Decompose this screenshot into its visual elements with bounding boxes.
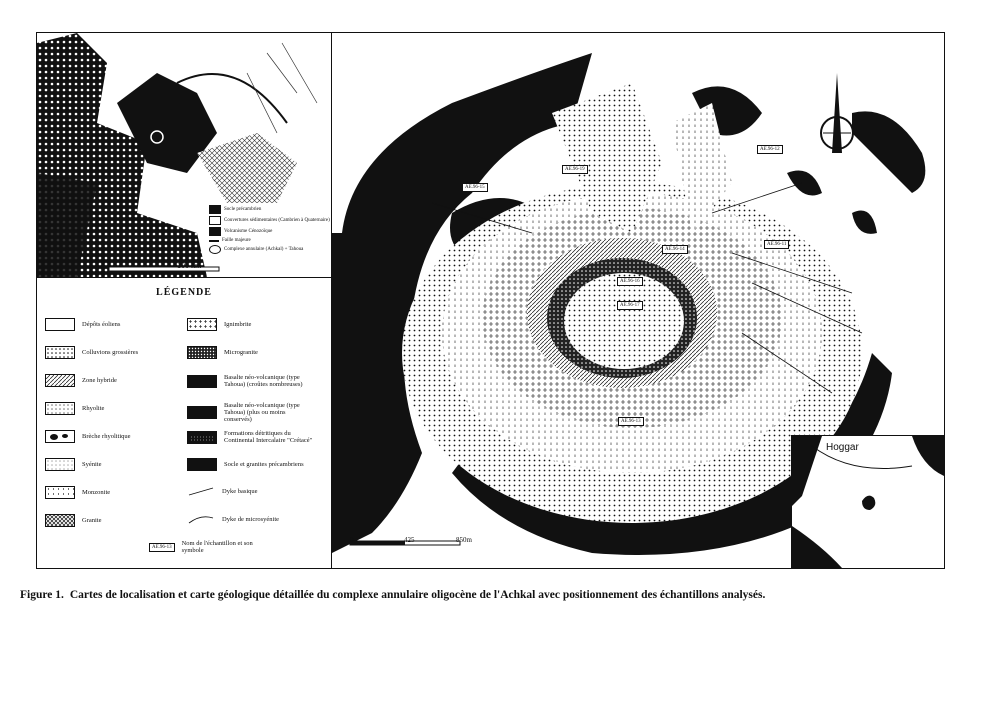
legend-item [187, 346, 314, 359]
legend-item-label: Ignimbrite [224, 321, 252, 328]
legend-item [187, 458, 314, 471]
caption-label: Figure 1. [20, 589, 64, 601]
inset-scale-label: 100 km [177, 261, 202, 270]
legend-sample-symbol: AE.96-13 [149, 543, 175, 552]
sample-label: AE.96-15 [462, 183, 488, 192]
inset-location-map [36, 32, 332, 278]
legend-item-label: Socle et granites précambriens [224, 461, 304, 468]
legend-item-label: Monzonite [82, 489, 111, 496]
legend-item-label: Colluvions grossières [82, 349, 139, 356]
legend-item [187, 318, 314, 331]
scale-tick-label: 850m [456, 536, 472, 544]
legend-item-label: Zone hybride [82, 377, 117, 384]
sample-label: AE.96-17 [617, 301, 643, 310]
inset-legend-label: Volcanisme Cénozoïque [224, 229, 273, 234]
hoggar-location-inset [791, 435, 945, 569]
legend-item [45, 374, 172, 387]
legend-item-label: Basalte néo-volcanique (type Tahoua) (plus ou moins conservés) [224, 402, 300, 423]
legend-item-label: Granite [82, 517, 102, 524]
scale-tick-label: 0 [350, 536, 354, 544]
sample-label: AE.96-14 [662, 245, 688, 254]
legend-item [45, 318, 172, 331]
sample-label: AE.96-13 [618, 417, 644, 426]
legend-item [45, 346, 172, 359]
inset-legend-label: Couvertures sédimentaires (Cambrien à Quaternaire) [224, 218, 330, 223]
legend-item-label: Basalte néo-volcanique (type Tahoua) (croûtes nombreuses) [224, 374, 303, 388]
hoggar-label: Hoggar [826, 442, 859, 453]
legend-item-label: Microgranite [224, 349, 258, 356]
inset-legend [209, 205, 330, 256]
inset-legend-label: Faille majeure [222, 238, 251, 243]
inset-legend-label: Socle précambrien [224, 207, 262, 212]
legend-item [187, 486, 312, 497]
legend-item [187, 514, 312, 525]
legend-item [187, 430, 314, 444]
legend-item [187, 402, 314, 423]
figure-caption [20, 588, 950, 602]
legend-item-sample [149, 540, 272, 554]
legend-item [45, 514, 172, 527]
sample-label: AE.96-11 [764, 240, 789, 249]
sample-label: AE.96-19 [562, 165, 588, 174]
legend-item [45, 486, 172, 499]
legend-item-label: Dyke basique [222, 488, 258, 495]
legend-item-label: Dyke de microsyénite [222, 516, 280, 523]
hoggar-inset-graphic [792, 436, 944, 568]
legend-item-label: Nom de l'échantillon et son symbole [181, 540, 253, 554]
legend-item-label: Rhyolite [82, 405, 105, 412]
sample-label: AE.96-16 [617, 277, 643, 286]
legend-item [45, 430, 172, 443]
legend-item-label: Brèche rhyolitique [82, 433, 131, 440]
main-geological-map [331, 32, 945, 569]
scale-tick-label: 425 [404, 536, 415, 544]
legend-item [187, 374, 314, 388]
legend-item-label: Syénite [82, 461, 102, 468]
inset-legend-label: Complexe annulaire (Achkal) + Tahoua [224, 247, 304, 252]
legend-panel [36, 277, 332, 569]
legend-item-label: Formations détritiques du Continental Intercalaire "Crétacé" [224, 430, 313, 444]
caption-text: Cartes de localisation et carte géologique détaillée du complexe annulaire oligocène de l'Achkal avec positionnement des échantillons analysés. [69, 589, 766, 601]
rhyolite-core [564, 273, 684, 369]
legend-title: LÉGENDE [156, 287, 212, 298]
legend-item-label: Dépôts éoliens [82, 321, 121, 328]
legend-item [45, 458, 172, 471]
legend-item [45, 402, 172, 415]
sample-label: AE.96-12 [757, 145, 783, 154]
